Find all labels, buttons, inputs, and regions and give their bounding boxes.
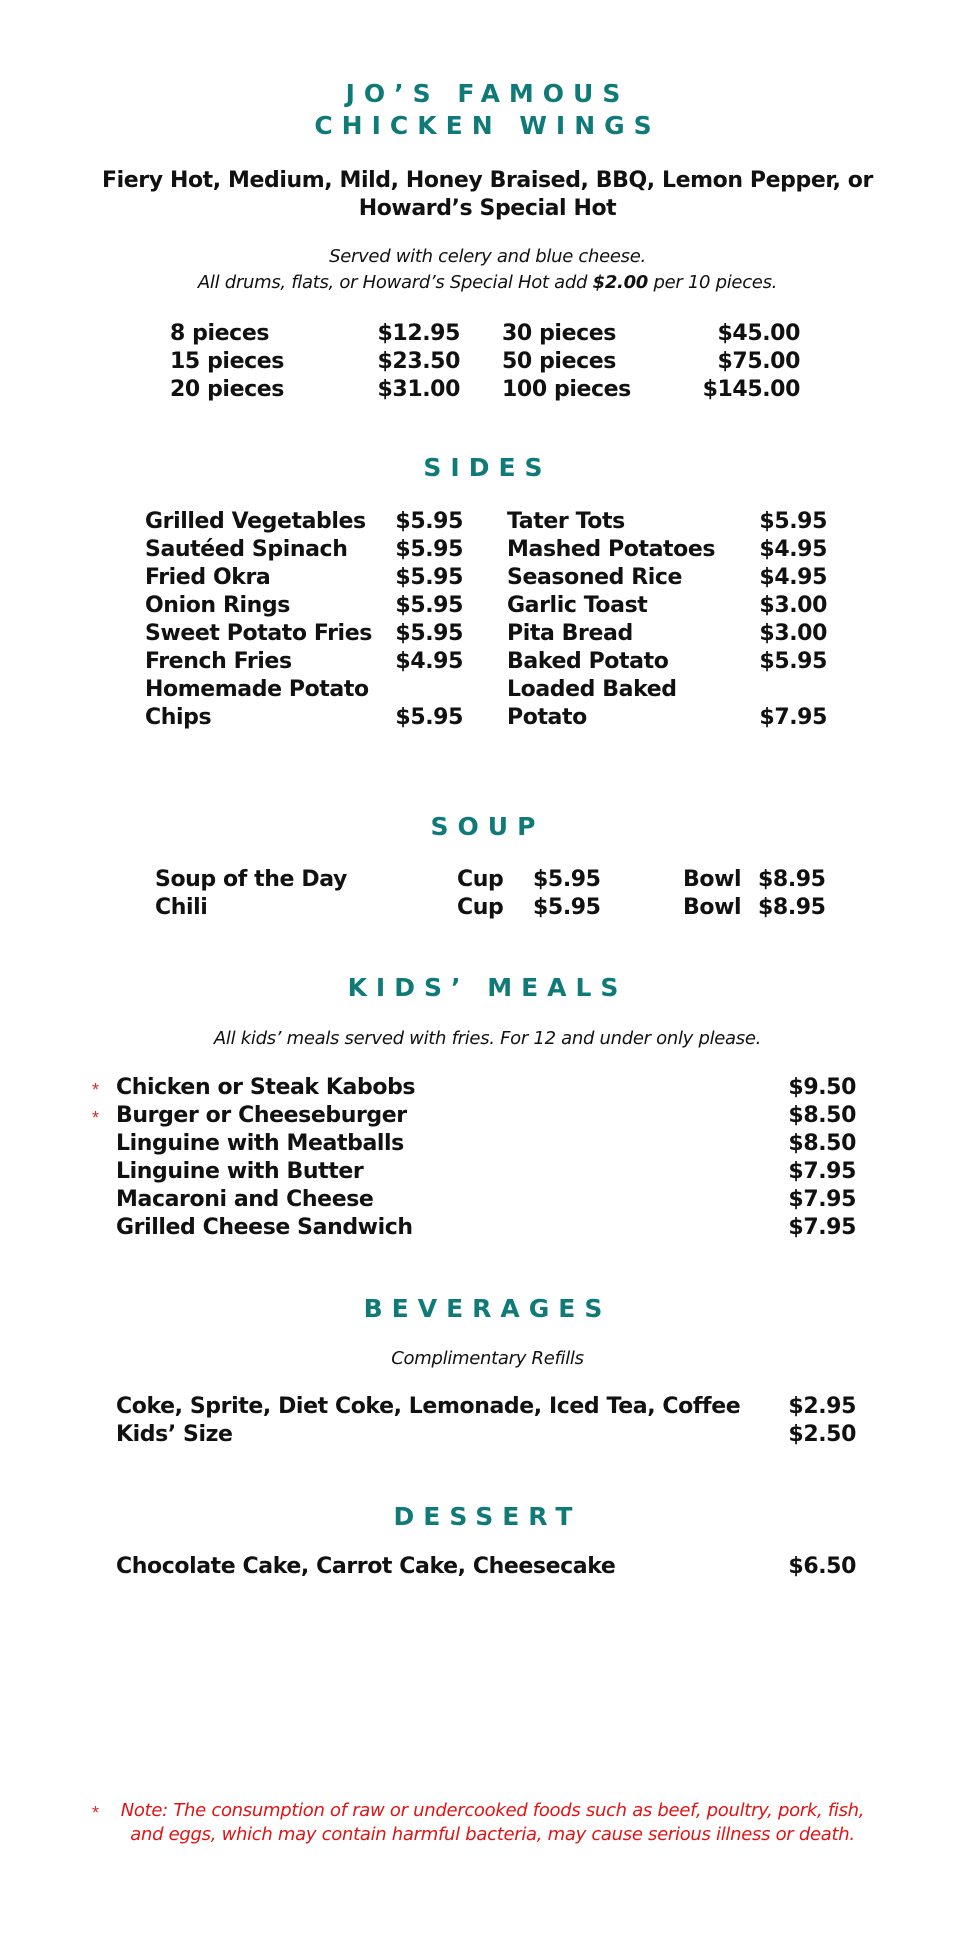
wings-flavors-line1: Fiery Hot, Medium, Mild, Honey Braised, BBQ, Lemon Pepper, or [102, 168, 873, 193]
footnote-star: * [92, 1803, 100, 1823]
sides-left-price-7: $5.95 [395, 705, 463, 730]
wings-right-label-1: 50 pieces [502, 349, 616, 374]
kids-item-price-5: $7.95 [788, 1215, 856, 1240]
kids-subtitle: All kids’ meals served with fries. For 12 and under only please. [213, 1028, 762, 1049]
sides-right-label-7: Potato [507, 705, 587, 730]
sides-title: SIDES [423, 453, 552, 482]
soup-bowl-price-1: $8.95 [758, 895, 826, 920]
sides-right-label-2: Seasoned Rice [507, 565, 683, 590]
soup-item-label-0: Soup of the Day [155, 867, 347, 892]
sides-right-price-7: $7.95 [759, 705, 827, 730]
wings-left-price-2: $31.00 [377, 377, 460, 402]
sides-right-price-4: $3.00 [759, 621, 827, 646]
wings-left-label-2: 20 pieces [170, 377, 284, 402]
soup-cup-label-1: Cup [457, 895, 504, 920]
soup-cup-price-0: $5.95 [533, 867, 601, 892]
sides-left-price-5: $4.95 [395, 649, 463, 674]
sides-right-label-1: Mashed Potatoes [507, 537, 716, 562]
beverages-item-price-0: $2.95 [788, 1394, 856, 1419]
dessert-item-price-0: $6.50 [788, 1554, 856, 1579]
footnote-line1: Note: The consumption of raw or undercooked foods such as beef, poultry, pork, fish, [120, 1800, 865, 1821]
wings-addon-price: $2.00 [592, 272, 649, 293]
soup-item-label-1: Chili [155, 895, 208, 920]
sides-right-label-4: Pita Bread [507, 621, 633, 646]
wings-addon-after: per 10 pieces. [648, 272, 778, 293]
kids-item-label-3: Linguine with Butter [116, 1159, 364, 1184]
kids-item-label-0: Chicken or Steak Kabobs [116, 1075, 416, 1100]
sides-right-label-5: Baked Potato [507, 649, 669, 674]
soup-title: SOUP [430, 812, 545, 841]
wings-left-price-1: $23.50 [377, 349, 460, 374]
kids-title: KIDS’ MEALS [347, 973, 628, 1002]
wings-flavors-line2: Howard’s Special Hot [358, 196, 617, 221]
sides-left-label-6: Homemade Potato [145, 677, 369, 702]
sides-left-price-3: $5.95 [395, 593, 463, 618]
sides-left-price-4: $5.95 [395, 621, 463, 646]
kids-item-price-2: $8.50 [788, 1131, 856, 1156]
soup-bowl-label-1: Bowl [683, 895, 742, 920]
wings-title-line2: CHICKEN WINGS [314, 111, 661, 140]
sides-left-label-1: Sautéed Spinach [145, 537, 348, 562]
sides-right-price-1: $4.95 [759, 537, 827, 562]
kids-item-price-3: $7.95 [788, 1159, 856, 1184]
sides-right-label-3: Garlic Toast [507, 593, 648, 618]
soup-bowl-price-0: $8.95 [758, 867, 826, 892]
wings-title-line1: JO’S FAMOUS [345, 79, 630, 108]
beverages-item-label-0: Coke, Sprite, Diet Coke, Lemonade, Iced Tea, Coffee [116, 1394, 741, 1419]
beverages-subtitle: Complimentary Refills [391, 1348, 584, 1369]
sides-left-label-3: Onion Rings [145, 593, 290, 618]
wings-right-price-0: $45.00 [717, 321, 800, 346]
beverages-item-label-1: Kids’ Size [116, 1422, 233, 1447]
dessert-title: DESSERT [393, 1502, 582, 1531]
sides-right-price-0: $5.95 [759, 509, 827, 534]
sides-left-price-0: $5.95 [395, 509, 463, 534]
sides-left-label-5: French Fries [145, 649, 292, 674]
wings-addon-note [0, 270, 975, 296]
sides-right-price-5: $5.95 [759, 649, 827, 674]
dessert-item-label-0: Chocolate Cake, Carrot Cake, Cheesecake [116, 1554, 616, 1579]
wings-right-label-0: 30 pieces [502, 321, 616, 346]
sides-left-price-1: $5.95 [395, 537, 463, 562]
kids-star-0: * [92, 1080, 100, 1100]
sides-left-label-2: Fried Okra [145, 565, 271, 590]
wings-served-with: Served with celery and blue cheese. [329, 246, 646, 267]
kids-item-label-5: Grilled Cheese Sandwich [116, 1215, 413, 1240]
sides-right-label-6: Loaded Baked [507, 677, 677, 702]
sides-left-price-2: $5.95 [395, 565, 463, 590]
kids-item-label-2: Linguine with Meatballs [116, 1131, 404, 1156]
wings-addon-before: All drums, flats, or Howard’s Special Hot add [197, 272, 593, 293]
kids-item-price-1: $8.50 [788, 1103, 856, 1128]
soup-cup-price-1: $5.95 [533, 895, 601, 920]
wings-left-price-0: $12.95 [377, 321, 460, 346]
sides-right-price-2: $4.95 [759, 565, 827, 590]
wings-right-price-1: $75.00 [717, 349, 800, 374]
kids-item-label-4: Macaroni and Cheese [116, 1187, 374, 1212]
kids-item-price-4: $7.95 [788, 1187, 856, 1212]
soup-cup-label-0: Cup [457, 867, 504, 892]
wings-left-label-0: 8 pieces [170, 321, 270, 346]
wings-left-label-1: 15 pieces [170, 349, 284, 374]
sides-right-label-0: Tater Tots [507, 509, 625, 534]
beverages-item-price-1: $2.50 [788, 1422, 856, 1447]
footnote-line2: and eggs, which may contain harmful bacteria, may cause serious illness or death. [130, 1824, 855, 1845]
sides-left-label-4: Sweet Potato Fries [145, 621, 372, 646]
wings-right-price-2: $145.00 [702, 377, 800, 402]
kids-item-price-0: $9.50 [788, 1075, 856, 1100]
sides-left-label-0: Grilled Vegetables [145, 509, 366, 534]
beverages-title: BEVERAGES [363, 1294, 612, 1323]
wings-right-label-2: 100 pieces [502, 377, 631, 402]
kids-star-1: * [92, 1108, 100, 1128]
sides-right-price-3: $3.00 [759, 593, 827, 618]
soup-bowl-label-0: Bowl [683, 867, 742, 892]
kids-item-label-1: Burger or Cheeseburger [116, 1103, 407, 1128]
sides-left-label-7: Chips [145, 705, 212, 730]
